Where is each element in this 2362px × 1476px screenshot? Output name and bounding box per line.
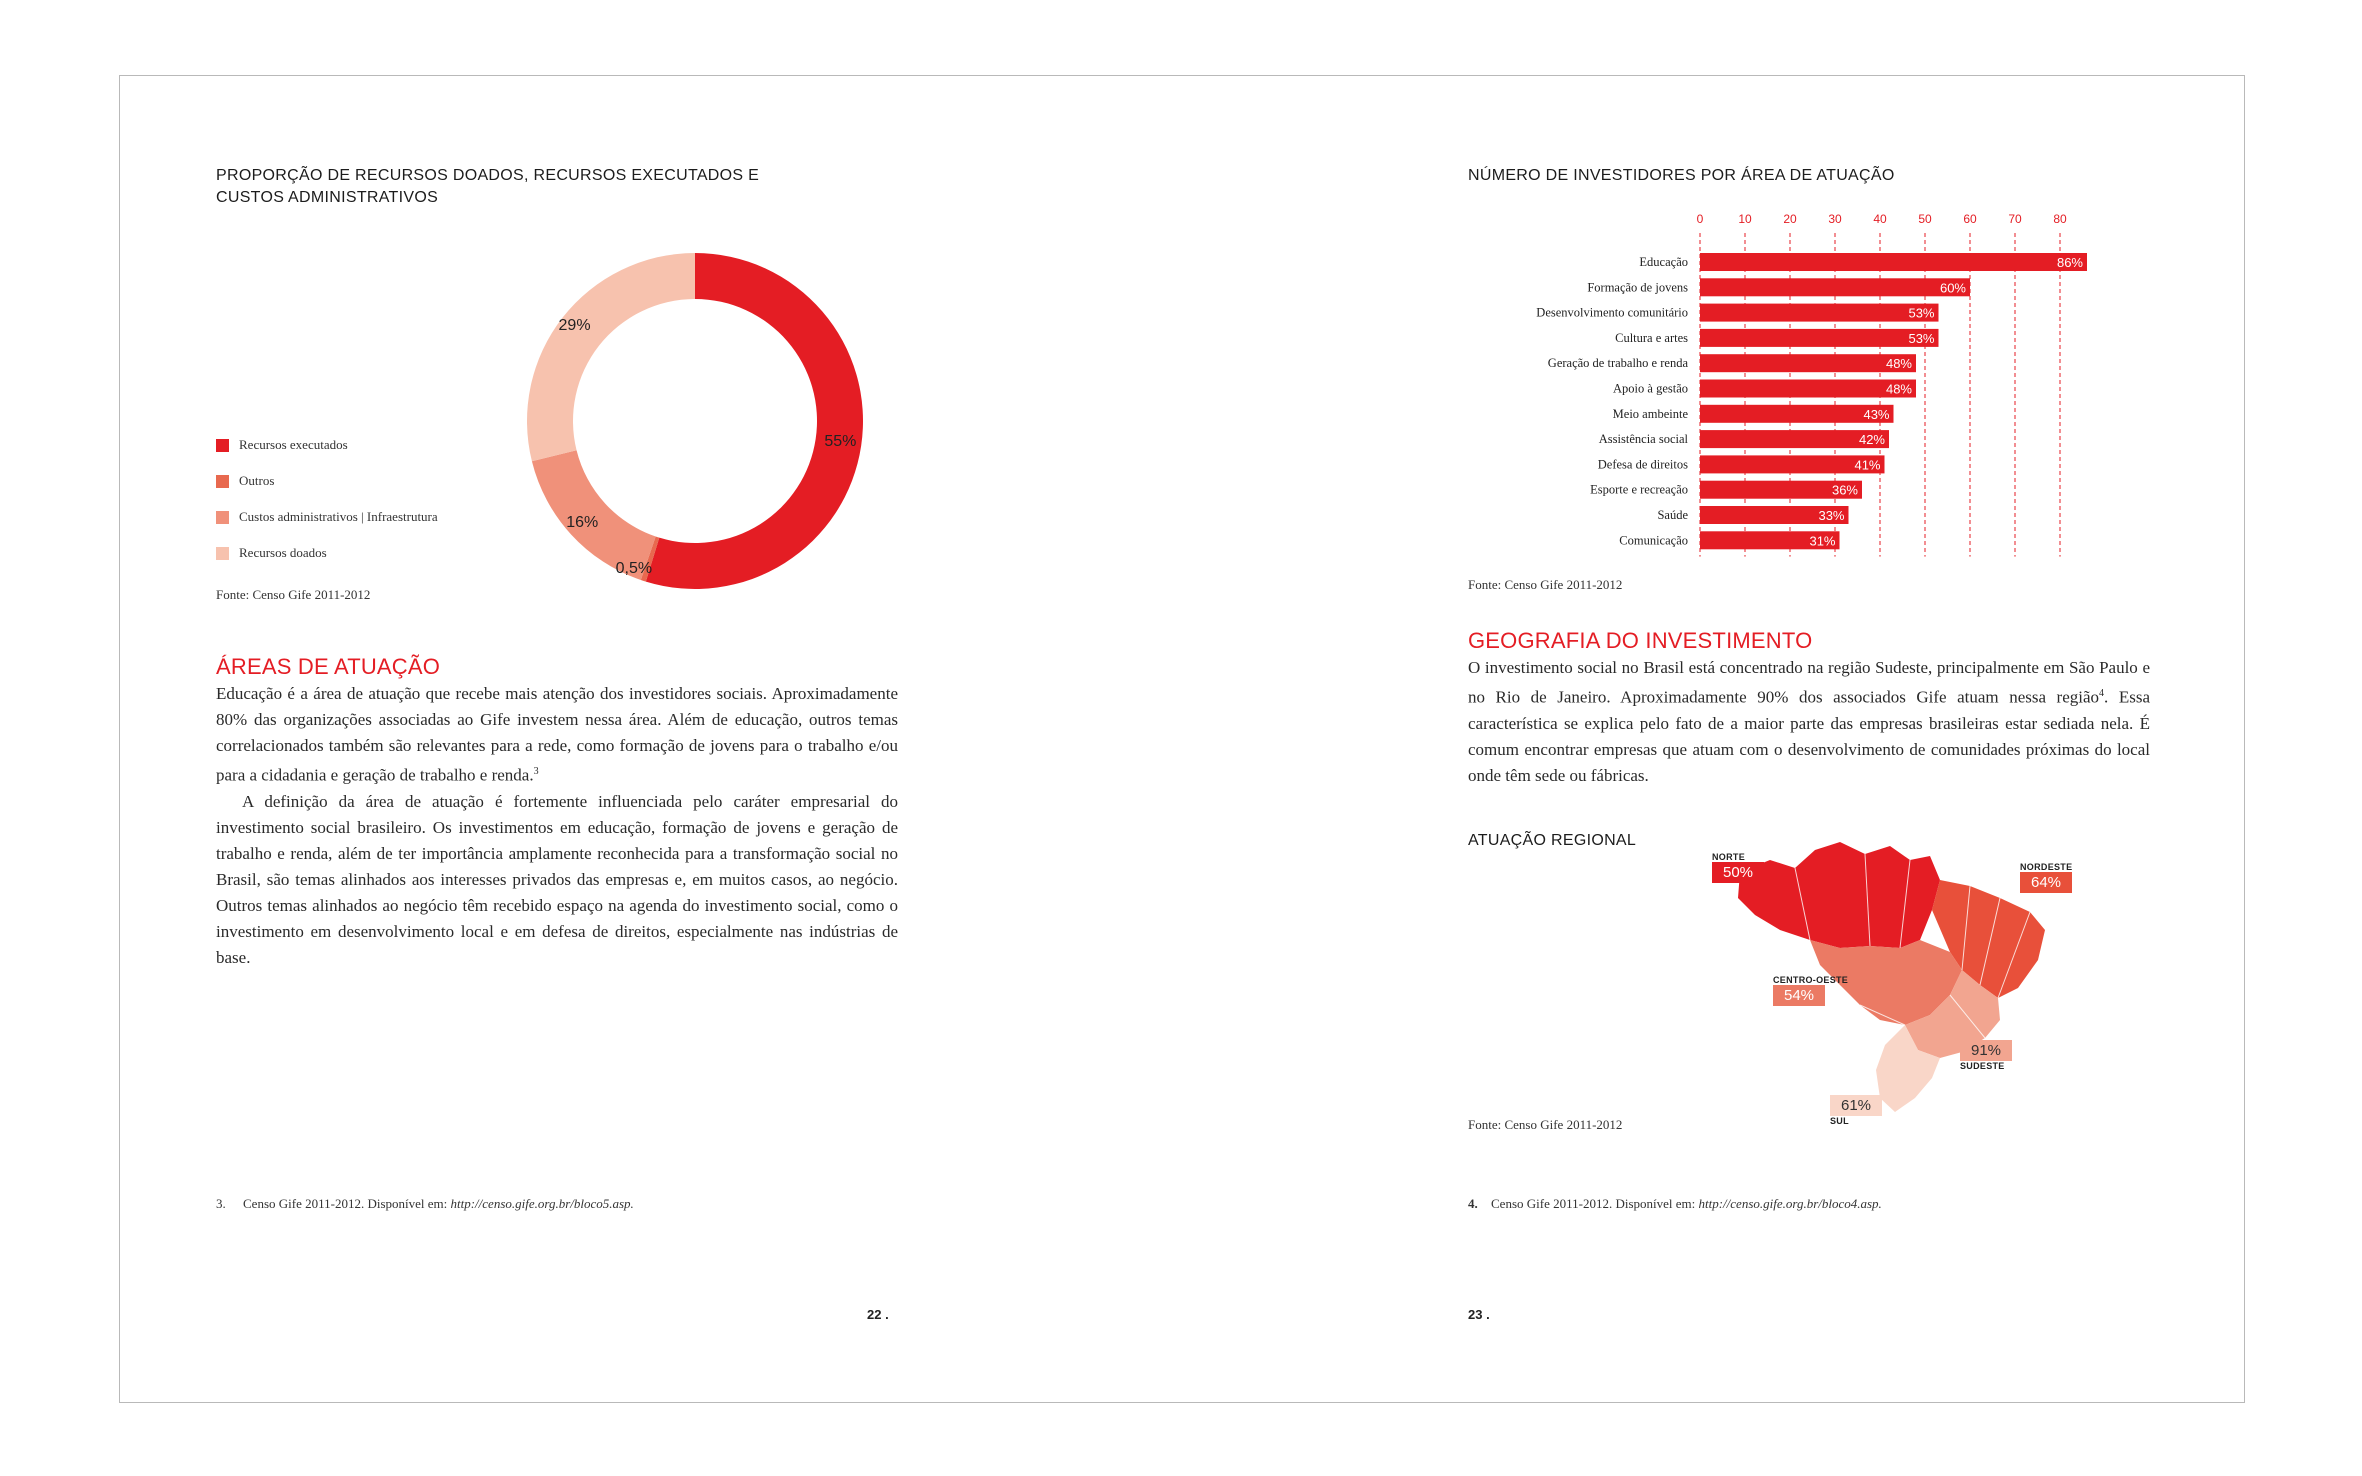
map-tag-centro-oeste-value: 54% xyxy=(1773,985,1825,1006)
footnote-3 xyxy=(216,1196,634,1212)
areas-paragraph-1: Educação é a área de atuação que recebe mais atenção dos investidores sociais. Aproximadamente 80% das organizações associadas ao Gife investem nessa área. Além de educação, outros temas correlacionados também são relevantes para a rede, como formação de jovens para o trabalho e/ou para a cidadania e geração de trabalho e renda.$^3$ xyxy=(216,684,898,785)
category-label: Meio ambeinte xyxy=(1612,406,1688,421)
category-label: Geração de trabalho e renda xyxy=(1547,356,1688,371)
bar-apoio-a-gestao xyxy=(1700,380,1916,398)
category-label: Formação de jovens xyxy=(1587,280,1688,295)
map-region-norte xyxy=(1738,842,1940,948)
bar-chart-title: NÚMERO DE INVESTIDORES POR ÁREA DE ATUAÇÃO xyxy=(1468,167,1895,184)
category-label: Defesa de direitos xyxy=(1597,457,1688,472)
donut-data-label: 29% xyxy=(558,316,591,334)
donut-title-line1: PROPORÇÃO DE RECURSOS DOADOS, RECURSOS EXECUTADOS E xyxy=(216,167,760,184)
map-tag-sudeste-name: SUDESTE xyxy=(1960,1061,2005,1071)
bar-value-label: 48% xyxy=(1885,381,1912,397)
donut-data-label: 55% xyxy=(824,432,857,450)
map-tag-norte-value: 50% xyxy=(1712,862,1764,883)
bar-value-label: 42% xyxy=(1858,432,1885,448)
bar-value-label: 53% xyxy=(1908,330,1935,346)
bar-chart xyxy=(1460,205,2120,560)
bar-cultura-e-artes xyxy=(1700,329,1939,347)
map-source: Fonte: Censo Gife 2011-2012 xyxy=(1468,1117,1623,1132)
footnote-4-text: Censo Gife 2011-2012. Disponível em: xyxy=(1491,1196,1699,1211)
donut-data-label: 0,5% xyxy=(615,559,653,577)
legend-swatch xyxy=(216,439,229,452)
bar-value-label: 60% xyxy=(1939,280,1966,296)
legend-label: Recursos doados xyxy=(239,545,327,560)
legend-swatch xyxy=(216,547,229,560)
footnote-4-number: 4. xyxy=(1468,1196,1478,1211)
legend-swatch xyxy=(216,475,229,488)
category-label: Assistência social xyxy=(1598,432,1688,447)
map-tag-nordeste xyxy=(2020,862,2072,893)
map-tag-sul xyxy=(1830,1095,1882,1126)
geografia-paragraph: O investimento social no Brasil está concentrado na região Sudeste, principalmente em São Paulo e no Rio de Janeiro. Aproximadamente 90% dos associados Gife atuam nessa região$^4$. Essa característica se explica pelo fato de a maior parte das empresas brasileiras estar sediada nela. É comum encontrar empresas que atuam com o desenvolvimento de comunidades próximas do local onde têm sede ou fábricas. xyxy=(1468,658,2151,785)
map-tag-nordeste-value: 64% xyxy=(2020,872,2072,893)
bar-formacao-de-jovens xyxy=(1700,278,1970,296)
legend-label: Custos administrativos | Infraestrutura xyxy=(239,509,438,524)
map-tag-centro-oeste xyxy=(1773,975,1848,1006)
legend-label: Recursos executados xyxy=(239,437,348,452)
bar-educacao xyxy=(1700,253,2087,271)
legend-label: Outros xyxy=(239,473,275,488)
footnote-4 xyxy=(1468,1196,1882,1212)
bar-value-label: 33% xyxy=(1818,508,1845,523)
bar-geracao-de-trabalho-e-renda xyxy=(1700,354,1916,372)
x-tick-label: 60 xyxy=(1963,212,1977,226)
category-label: Educação xyxy=(1639,255,1688,269)
donut-data-label: 16% xyxy=(566,514,599,532)
x-tick-label: 20 xyxy=(1783,212,1797,226)
category-label: Esporte e recreação xyxy=(1590,482,1688,497)
page-number-right: 23 . xyxy=(1468,1307,1490,1322)
bar-value-label: 53% xyxy=(1908,305,1935,321)
bar-value-label: 43% xyxy=(1863,406,1890,422)
category-label: Saúde xyxy=(1657,508,1688,522)
areas-paragraph-2: A definição da área de atuação é fortemente influenciada pelo caráter empresarial do investimento social brasileiro. Os investimentos em educação, formação de jovens e geração de trabalho e renda, além de ter importância amplamente reconhecida para a transformação social no Brasil, são temas alinhados aos interesses privados das empresas e, em muitos casos, ao negócio. Outros temas alinhados ao negócio têm recebido espaço na agenda do investimento social, como o investimento em desenvolvimento local e em defesa de direitos, especialmente nas indústrias de base. xyxy=(216,791,898,967)
bar-value-label: 86% xyxy=(2056,255,2083,270)
footnote-3-link[interactable]: http://censo.gife.org.br/bloco5.asp. xyxy=(450,1196,634,1211)
bar-value-label: 36% xyxy=(1831,482,1858,498)
bar-value-label: 41% xyxy=(1854,457,1881,473)
map-tag-centro-oeste-name: CENTRO-OESTE xyxy=(1773,975,1849,985)
page-number-left: 22 . xyxy=(867,1307,889,1322)
footnote-ref-3: 3 xyxy=(533,766,539,777)
map-tag-norte xyxy=(1712,852,1764,883)
map-tag-sul-name: SUL xyxy=(1830,1116,1849,1126)
donut-chart xyxy=(520,253,920,598)
footnote-3-number: 3. xyxy=(216,1196,226,1211)
footnote-ref-4: 4 xyxy=(2099,688,2105,699)
x-tick-label: 0 xyxy=(1696,212,1704,226)
x-tick-label: 80 xyxy=(2053,212,2067,226)
legend-item-outros xyxy=(216,473,274,489)
map-tag-norte-name: NORTE xyxy=(1712,852,1745,862)
bar-chart-source: Fonte: Censo Gife 2011-2012 xyxy=(1468,577,1623,592)
section-heading-geografia: GEOGRAFIA DO INVESTIMENTO xyxy=(1468,628,1813,653)
donut-source: Fonte: Censo Gife 2011-2012 xyxy=(216,587,371,602)
map-tag-sudeste xyxy=(1960,1040,2012,1071)
section-heading-areas: ÁREAS DE ATUAÇÃO xyxy=(216,654,441,679)
donut-slice-recursos-doados xyxy=(527,253,695,461)
geografia-body-text xyxy=(1468,655,2150,789)
x-tick-label: 70 xyxy=(2008,212,2022,226)
areas-body-text xyxy=(216,681,898,971)
donut-chart-title xyxy=(216,165,759,209)
donut-title-line2: CUSTOS ADMINISTRATIVOS xyxy=(216,189,439,206)
category-label: Apoio à gestão xyxy=(1613,381,1688,396)
bar-desenvolvimento-comunitario xyxy=(1700,304,1939,322)
bar-value-label: 48% xyxy=(1885,356,1912,372)
map-tag-sudeste-value: 91% xyxy=(1960,1040,2012,1061)
map-title: ATUAÇÃO REGIONAL xyxy=(1468,832,1637,849)
footnote-3-text: Censo Gife 2011-2012. Disponível em: xyxy=(243,1196,451,1211)
legend-item-custos-administrativos-infraestrutura xyxy=(216,509,438,525)
category-label: Desenvolvimento comunitário xyxy=(1536,305,1688,320)
legend-item-recursos-executados xyxy=(216,437,348,453)
x-tick-label: 30 xyxy=(1828,212,1842,226)
bar-value-label: 31% xyxy=(1809,533,1836,549)
map-tag-sul-value: 61% xyxy=(1830,1095,1882,1116)
category-label: Comunicação xyxy=(1619,533,1688,548)
legend-item-recursos-doados xyxy=(216,545,327,561)
category-label: Cultura e artes xyxy=(1615,330,1688,345)
footnote-4-link[interactable]: http://censo.gife.org.br/bloco4.asp. xyxy=(1698,1196,1882,1211)
x-tick-label: 40 xyxy=(1873,212,1887,226)
donut-slice-recursos-executados xyxy=(646,253,863,589)
x-tick-label: 10 xyxy=(1738,212,1752,226)
x-tick-label: 50 xyxy=(1918,212,1932,226)
map-tag-nordeste-name: NORDESTE xyxy=(2020,862,2073,872)
legend-swatch xyxy=(216,511,229,524)
